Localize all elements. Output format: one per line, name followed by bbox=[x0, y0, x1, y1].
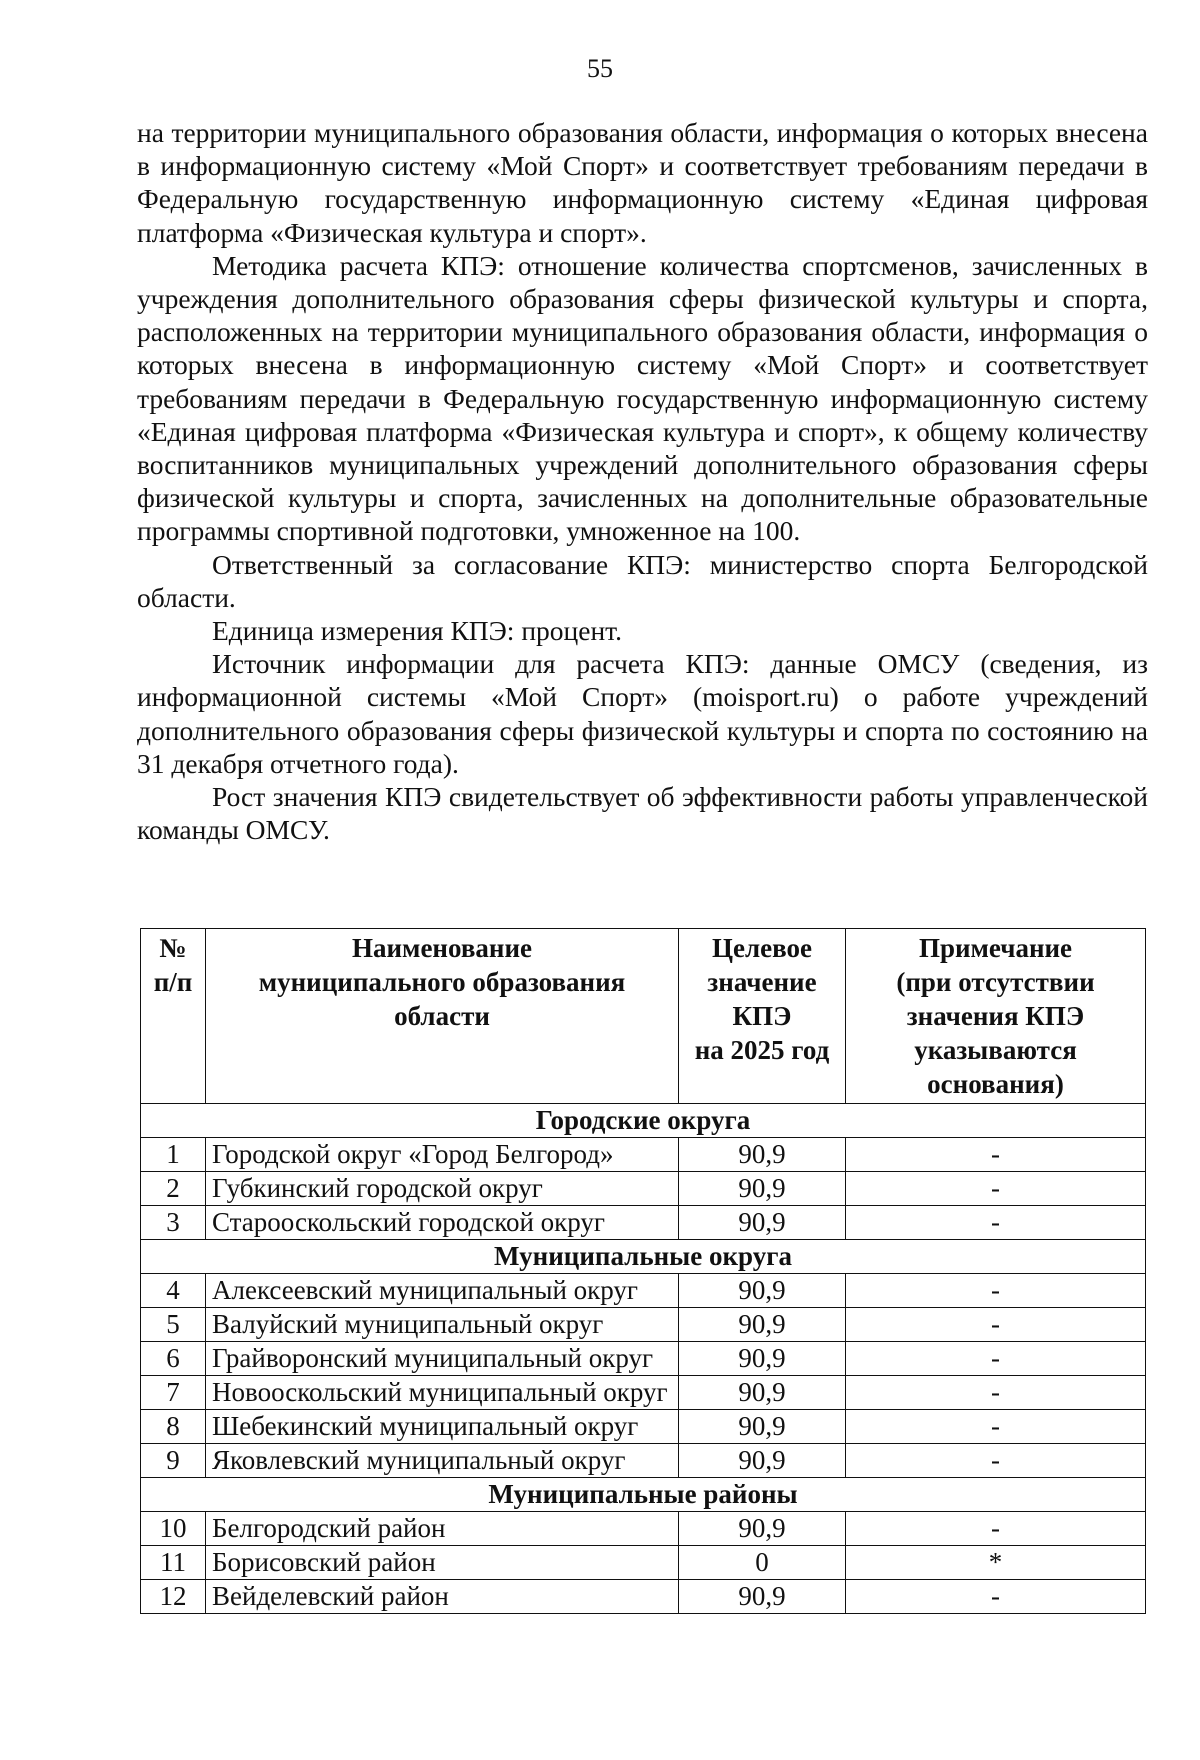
header-row bbox=[141, 929, 1146, 1104]
header-target-value bbox=[679, 929, 846, 1104]
municipality-name: Старооскольский городской округ bbox=[206, 1206, 679, 1240]
table-row bbox=[141, 1546, 1146, 1580]
row-number: 5 bbox=[141, 1308, 206, 1342]
note: * bbox=[846, 1546, 1146, 1580]
group-row bbox=[141, 1240, 1146, 1274]
group-title: Муниципальные округа bbox=[141, 1240, 1146, 1274]
header-line: (при отсутствии bbox=[896, 967, 1095, 997]
header-number bbox=[141, 929, 206, 1104]
group-title: Городские округа bbox=[141, 1104, 1146, 1138]
note: - bbox=[846, 1376, 1146, 1410]
target-value: 90,9 bbox=[679, 1138, 846, 1172]
table-row bbox=[141, 1308, 1146, 1342]
table-row bbox=[141, 1138, 1146, 1172]
table-row bbox=[141, 1580, 1146, 1614]
note: - bbox=[846, 1342, 1146, 1376]
municipality-name: Яковлевский муниципальный округ bbox=[206, 1444, 679, 1478]
target-value: 90,9 bbox=[679, 1342, 846, 1376]
table-row bbox=[141, 1206, 1146, 1240]
body-text bbox=[137, 116, 1148, 846]
header-line: № bbox=[159, 933, 187, 963]
header-line: значение bbox=[707, 967, 817, 997]
row-number: 6 bbox=[141, 1342, 206, 1376]
note: - bbox=[846, 1308, 1146, 1342]
table-row bbox=[141, 1172, 1146, 1206]
row-number: 4 bbox=[141, 1274, 206, 1308]
municipality-name: Алексеевский муниципальный округ bbox=[206, 1274, 679, 1308]
header-line: на 2025 год bbox=[694, 1035, 830, 1065]
header-line: Наименование bbox=[352, 933, 532, 963]
header-name bbox=[206, 929, 679, 1104]
paragraph: Ответственный за согласование КПЭ: министерство спорта Белгородской области. bbox=[137, 548, 1148, 613]
municipality-name: Борисовский район bbox=[206, 1546, 679, 1580]
target-value: 90,9 bbox=[679, 1444, 846, 1478]
table-row bbox=[141, 1342, 1146, 1376]
municipality-name: Грайворонский муниципальный округ bbox=[206, 1342, 679, 1376]
target-value: 0 bbox=[679, 1546, 846, 1580]
row-number: 3 bbox=[141, 1206, 206, 1240]
header-line: Примечание bbox=[918, 933, 1073, 963]
municipality-name: Губкинский городской округ bbox=[206, 1172, 679, 1206]
target-value: 90,9 bbox=[679, 1376, 846, 1410]
municipality-name: Новооскольский муниципальный округ bbox=[206, 1376, 679, 1410]
row-number: 2 bbox=[141, 1172, 206, 1206]
target-value: 90,9 bbox=[679, 1410, 846, 1444]
header-line: п/п bbox=[153, 967, 193, 997]
municipality-name: Валуйский муниципальный округ bbox=[206, 1308, 679, 1342]
note: - bbox=[846, 1444, 1146, 1478]
paragraph: Единица измерения КПЭ: процент. bbox=[212, 615, 623, 647]
row-number: 8 bbox=[141, 1410, 206, 1444]
header-line: указываются bbox=[914, 1035, 1077, 1065]
header-line: значения КПЭ bbox=[906, 1001, 1085, 1031]
target-value: 90,9 bbox=[679, 1172, 846, 1206]
header-line: Целевое bbox=[712, 933, 812, 963]
table-row bbox=[141, 1376, 1146, 1410]
header-line: КПЭ bbox=[732, 1001, 792, 1031]
page-number: 55 bbox=[587, 54, 613, 83]
paragraph: Методика расчета КПЭ: отношение количества спортсменов, зачисленных в учреждения дополнительного образования сферы физической культуры и спорта, расположенных на территории муниципального образования области, информация о которых внесена в информационную систему «Мой Спорт» и соответствует требованиям передачи в Федеральную государственную информационную систему «Единая цифровая платформа «Физическая культура и спорт», к общему количеству воспитанников муниципальных учреждений дополнительного образования сферы физической культуры и спорта, зачисленных на дополнительные образовательные программы спортивной подготовки, умноженное на 100. bbox=[137, 249, 1148, 547]
note: - bbox=[846, 1138, 1146, 1172]
group-row bbox=[141, 1478, 1146, 1512]
municipality-name: Городской округ «Город Белгород» bbox=[206, 1138, 679, 1172]
municipality-name: Шебекинский муниципальный округ bbox=[206, 1410, 679, 1444]
table-header bbox=[141, 929, 1146, 1104]
target-value: 90,9 bbox=[679, 1274, 846, 1308]
note: - bbox=[846, 1512, 1146, 1546]
table-row bbox=[141, 1444, 1146, 1478]
paragraph: Источник информации для расчета КПЭ: данные ОМСУ (сведения, из информационной системы «Мой Спорт» (moisport.ru) о работе учреждений дополнительного образования сферы физической культуры и спорта по состоянию на 31 декабря отчетного года). bbox=[137, 648, 1148, 779]
row-number: 11 bbox=[141, 1546, 206, 1580]
header-line: муниципального образования bbox=[258, 967, 626, 997]
target-value: 90,9 bbox=[679, 1206, 846, 1240]
table-body bbox=[141, 1104, 1146, 1614]
table-row bbox=[141, 1274, 1146, 1308]
paragraph: на территории муниципального образования области, информация о которых внесена в информационную систему «Мой Спорт» и соответствует требованиям передачи в Федеральную государственную информационную систему «Единая цифровая платформа «Физическая культура и спорт». bbox=[137, 117, 1148, 248]
target-value: 90,9 bbox=[679, 1308, 846, 1342]
target-value: 90,9 bbox=[679, 1512, 846, 1546]
table-row bbox=[141, 1410, 1146, 1444]
note: - bbox=[846, 1410, 1146, 1444]
municipality-name: Вейделевский район bbox=[206, 1580, 679, 1614]
table-row bbox=[141, 1512, 1146, 1546]
target-value: 90,9 bbox=[679, 1580, 846, 1614]
municipality-name: Белгородский район bbox=[206, 1512, 679, 1546]
note: - bbox=[846, 1274, 1146, 1308]
paragraph: Рост значения КПЭ свидетельствует об эффективности работы управленческой команды ОМСУ. bbox=[137, 781, 1148, 846]
note: - bbox=[846, 1580, 1146, 1614]
row-number: 7 bbox=[141, 1376, 206, 1410]
header-note bbox=[846, 929, 1146, 1104]
header-line: области bbox=[394, 1001, 490, 1031]
row-number: 12 bbox=[141, 1580, 206, 1614]
row-number: 10 bbox=[141, 1512, 206, 1546]
group-row bbox=[141, 1104, 1146, 1138]
row-number: 9 bbox=[141, 1444, 206, 1478]
row-number: 1 bbox=[141, 1138, 206, 1172]
header-line: основания) bbox=[927, 1069, 1064, 1099]
note: - bbox=[846, 1206, 1146, 1240]
kpe-table bbox=[140, 928, 1146, 1614]
group-title: Муниципальные районы bbox=[141, 1478, 1146, 1512]
note: - bbox=[846, 1172, 1146, 1206]
